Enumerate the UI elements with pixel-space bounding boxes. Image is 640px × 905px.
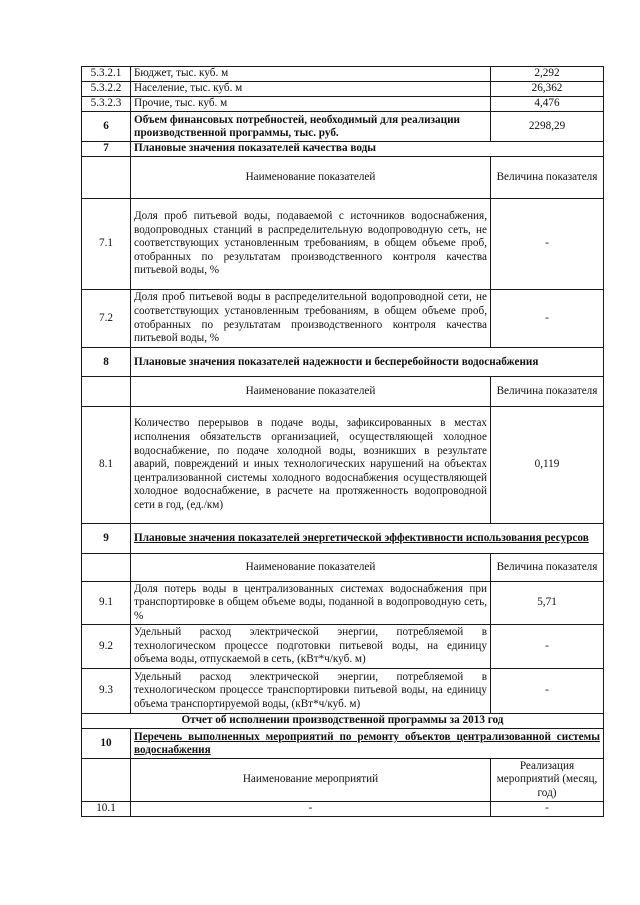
section-heading-row — [82, 524, 604, 554]
row-value: 2,292 — [491, 67, 604, 82]
row-number: 5.3.2.3 — [82, 97, 131, 112]
empty-cell — [82, 157, 131, 199]
table-row — [82, 112, 604, 142]
table-row — [82, 97, 604, 112]
section-heading-row — [82, 729, 604, 759]
row-number: 9.1 — [82, 582, 131, 625]
empty-cell — [82, 554, 131, 582]
table-row — [82, 669, 604, 714]
section-title: Плановые значения показателей качества воды — [131, 142, 604, 157]
table-row — [82, 802, 604, 817]
row-value: 2298,29 — [491, 112, 604, 142]
row-number: 7.2 — [82, 290, 131, 348]
row-label: Бюджет, тыс. куб. м — [131, 67, 491, 82]
row-value: 5,71 — [491, 582, 604, 625]
table-row — [82, 290, 604, 348]
section-number: 7 — [82, 142, 131, 157]
table-row — [82, 625, 604, 669]
row-description: Удельный расход электрической энергии, потребляемой в технологическом процессе подготовки питьевой воды, на единицу объема воды, отпускаемой в сеть, (кВт*ч/куб. м) — [131, 625, 491, 669]
row-label: Объем финансовых потребностей, необходимый для реализации производственной программы, тыс. руб. — [131, 112, 491, 142]
row-value: - — [491, 669, 604, 714]
section-title-text: Плановые значения показателей энергетической эффективности использования ресурсов — [134, 532, 589, 545]
empty-cell — [82, 759, 131, 802]
row-value: - — [491, 290, 604, 348]
row-description: Доля проб питьевой воды, подаваемой с источников водоснабжения, водопроводных станций в распределительную водопроводную сеть, не соответствующих установленным требованиям, в общем объеме проб, отобранных по результатам производственного контроля качества питьевой воды, % — [131, 199, 491, 290]
column-header-row — [82, 377, 604, 407]
section-title — [131, 729, 604, 759]
column-header-row — [82, 157, 604, 199]
row-value: - — [491, 625, 604, 669]
column-header-value: Величина показателя — [491, 554, 604, 582]
section-title: Плановые значения показателей надежности и бесперебойности водоснабжения — [131, 348, 604, 377]
row-description: Количество перерывов в подаче воды, зафиксированных в местах исполнения обязательств организацией, осуществляющей холодное водоснабжение, по подаче холодной воды, возникших в результате аварий, повреждений и иных технологических нарушений на объектах централизованной системы холодного водоснабжения осуществляющей холодное водоснабжение, в расчете на протяженность водопроводной сети в год, (ед./км) — [131, 407, 491, 524]
column-header-value: Величина показателя — [491, 157, 604, 199]
row-value: 4,476 — [491, 97, 604, 112]
report-title: Отчет об исполнении производственной программы за 2013 год — [82, 714, 604, 729]
row-number: 5.3.2.2 — [82, 82, 131, 97]
column-header-value: Реализация мероприятий (месяц, год) — [491, 759, 604, 802]
report-heading-row — [82, 714, 604, 729]
row-number: 7.1 — [82, 199, 131, 290]
section-number: 6 — [82, 112, 131, 142]
section-title-text: Перечень выполненных мероприятий по ремонту объектов централизованной системы водоснабжения — [134, 731, 600, 756]
row-value: - — [491, 199, 604, 290]
row-description: Доля потерь воды в централизованных системах водоснабжения при транспортировке в общем объеме воды, поданной в водопроводную сеть, % — [131, 582, 491, 625]
column-header-row — [82, 759, 604, 802]
section-title — [131, 524, 604, 554]
row-number: 9.2 — [82, 625, 131, 669]
table-row — [82, 67, 604, 82]
row-number: 10.1 — [82, 802, 131, 817]
table-row — [82, 199, 604, 290]
column-header-name: Наименование показателей — [131, 157, 491, 199]
row-number: 8.1 — [82, 407, 131, 524]
section-heading-row — [82, 348, 604, 377]
indicator-table — [81, 66, 604, 817]
section-number: 9 — [82, 524, 131, 554]
table-row — [82, 407, 604, 524]
row-value: 26,362 — [491, 82, 604, 97]
section-number: 10 — [82, 729, 131, 759]
column-header-row — [82, 554, 604, 582]
table-row — [82, 582, 604, 625]
column-header-name: Наименование показателей — [131, 554, 491, 582]
column-header-value: Величина показателя — [491, 377, 604, 407]
row-value: 0,119 — [491, 407, 604, 524]
section-heading-row — [82, 142, 604, 157]
row-value: - — [491, 802, 604, 817]
column-header-name: Наименование показателей — [131, 377, 491, 407]
row-description: Доля проб питьевой воды в распределительной водопроводной сети, не соответствующих установленным требованиям, в общем объеме проб, отобранных по результатам производственного контроля качества питьевой воды, % — [131, 290, 491, 348]
row-number: 5.3.2.1 — [82, 67, 131, 82]
row-description: - — [131, 802, 491, 817]
section-number: 8 — [82, 348, 131, 377]
row-number: 9.3 — [82, 669, 131, 714]
column-header-name: Наименование мероприятий — [131, 759, 491, 802]
row-description: Удельный расход электрической энергии, потребляемой в технологическом процессе транспортировки питьевой воды, на единицу объема транспортируемой воды, (кВт*ч/куб. м) — [131, 669, 491, 714]
row-label: Прочие, тыс. куб. м — [131, 97, 491, 112]
table-row — [82, 82, 604, 97]
empty-cell — [82, 377, 131, 407]
row-label: Население, тыс. куб. м — [131, 82, 491, 97]
